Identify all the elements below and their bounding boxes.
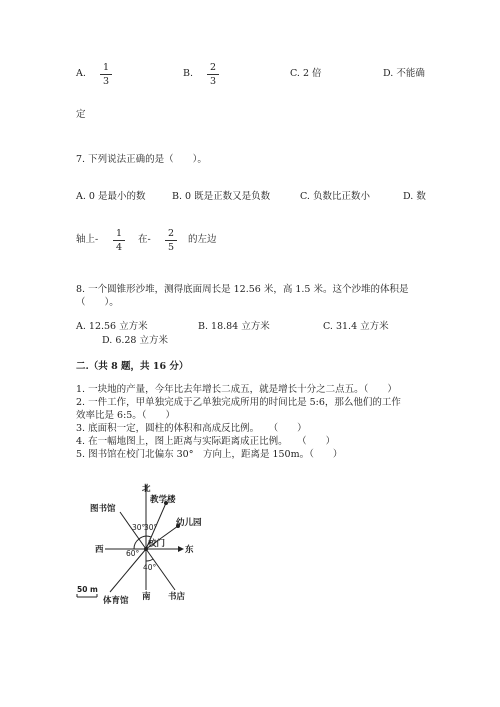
kindergarten-label: 幼儿园 (176, 518, 202, 528)
q7-option-a: A. 0 是最小的数 (76, 191, 146, 202)
section-2-title: 二.（共 8 题，共 16 分） (76, 361, 189, 372)
gym-label: 体育馆 (103, 596, 129, 606)
q7-option-d-cont-mid: 在- (138, 234, 151, 245)
fraction-denominator: 3 (102, 76, 110, 87)
q6-option-d: D. 不能确 (383, 68, 425, 79)
angle-label-40: 40° (143, 563, 157, 572)
angle-arc-30a (139, 536, 146, 539)
q7-option-b: B. 0 既是正数又是负数 (172, 191, 271, 202)
q6-option-c: C. 2 倍 (290, 68, 322, 79)
fraction-numerator: 2 (167, 228, 175, 239)
library-label: 图书馆 (90, 504, 116, 514)
south-label: 南 (142, 592, 151, 602)
judge-item-2: 2. 一件工作，甲单独完成于乙单独完成所用的时间比是 5:6，那么他们的工作 (76, 397, 401, 408)
q8-option-c: C. 31.4 立方米 (323, 321, 389, 332)
q8-option-d: D. 6.28 立方米 (102, 335, 168, 346)
q6-option-a-label: A. (76, 68, 86, 79)
angle-arc-60 (134, 539, 139, 549)
fraction-numerator: 1 (102, 62, 110, 73)
judge-item-2-cont: 效率比是 6:5。（ ） (76, 410, 176, 421)
school-gate-label: 校门 (148, 539, 166, 549)
q7-option-c: C. 负数比正数小 (300, 191, 370, 202)
q8-stem: 8. 一个圆锥形沙堆，测得底面周长是 12.56 米，高 1.5 米。这个沙堆的体积是 (76, 284, 409, 295)
fraction-denominator: 4 (115, 242, 123, 253)
fraction-numerator: 1 (115, 228, 123, 239)
east-label: 东 (185, 545, 194, 555)
scale-label: 50 m (77, 585, 98, 594)
fraction-numerator: 2 (209, 62, 217, 73)
q7-option-d-cont-prefix: 轴上- (76, 234, 99, 245)
angle-arc-30b (146, 536, 151, 537)
north-label: 北 (142, 484, 151, 494)
q8-stem-line2: （ ）。 (76, 297, 119, 308)
angle-arc-40 (146, 559, 153, 561)
q6-option-b-label: B. (183, 68, 194, 79)
q7-option-d: D. 数 (403, 191, 426, 202)
west-label: 西 (95, 545, 104, 555)
judge-item-3: 3. 底面积一定，圆柱的体积和高成反比例。 （ ） (76, 423, 307, 434)
q8-option-b: B. 18.84 立方米 (198, 321, 270, 332)
q7-stem: 7. 下列说法正确的是（ ）。 (76, 154, 207, 165)
judge-item-5: 5. 图书馆在校门北偏东 30° 方向上，距离是 150m。（ ） (76, 449, 343, 460)
fraction-denominator: 5 (167, 242, 175, 253)
angle-label-60: 60° (126, 549, 140, 558)
angle-label-30a: 30° (132, 523, 146, 532)
judge-item-4: 4. 在一幅地图上，图上距离与实际距离成正比例。 （ ） (76, 436, 336, 447)
angle-label-30b: 30° (144, 523, 158, 532)
fraction-denominator: 3 (209, 76, 217, 87)
teaching-building-label: 教学楼 (150, 495, 176, 505)
q6-option-d-continuation: 定 (76, 109, 86, 120)
judge-item-1: 1. 一块地的产量，今年比去年增长二成五，就是增长十分之二点五。（ ） (76, 384, 397, 395)
q7-option-d-cont-suffix: 的左边 (188, 234, 217, 245)
q8-option-a: A. 12.56 立方米 (76, 321, 148, 332)
bookstore-label: 书店 (168, 592, 186, 602)
